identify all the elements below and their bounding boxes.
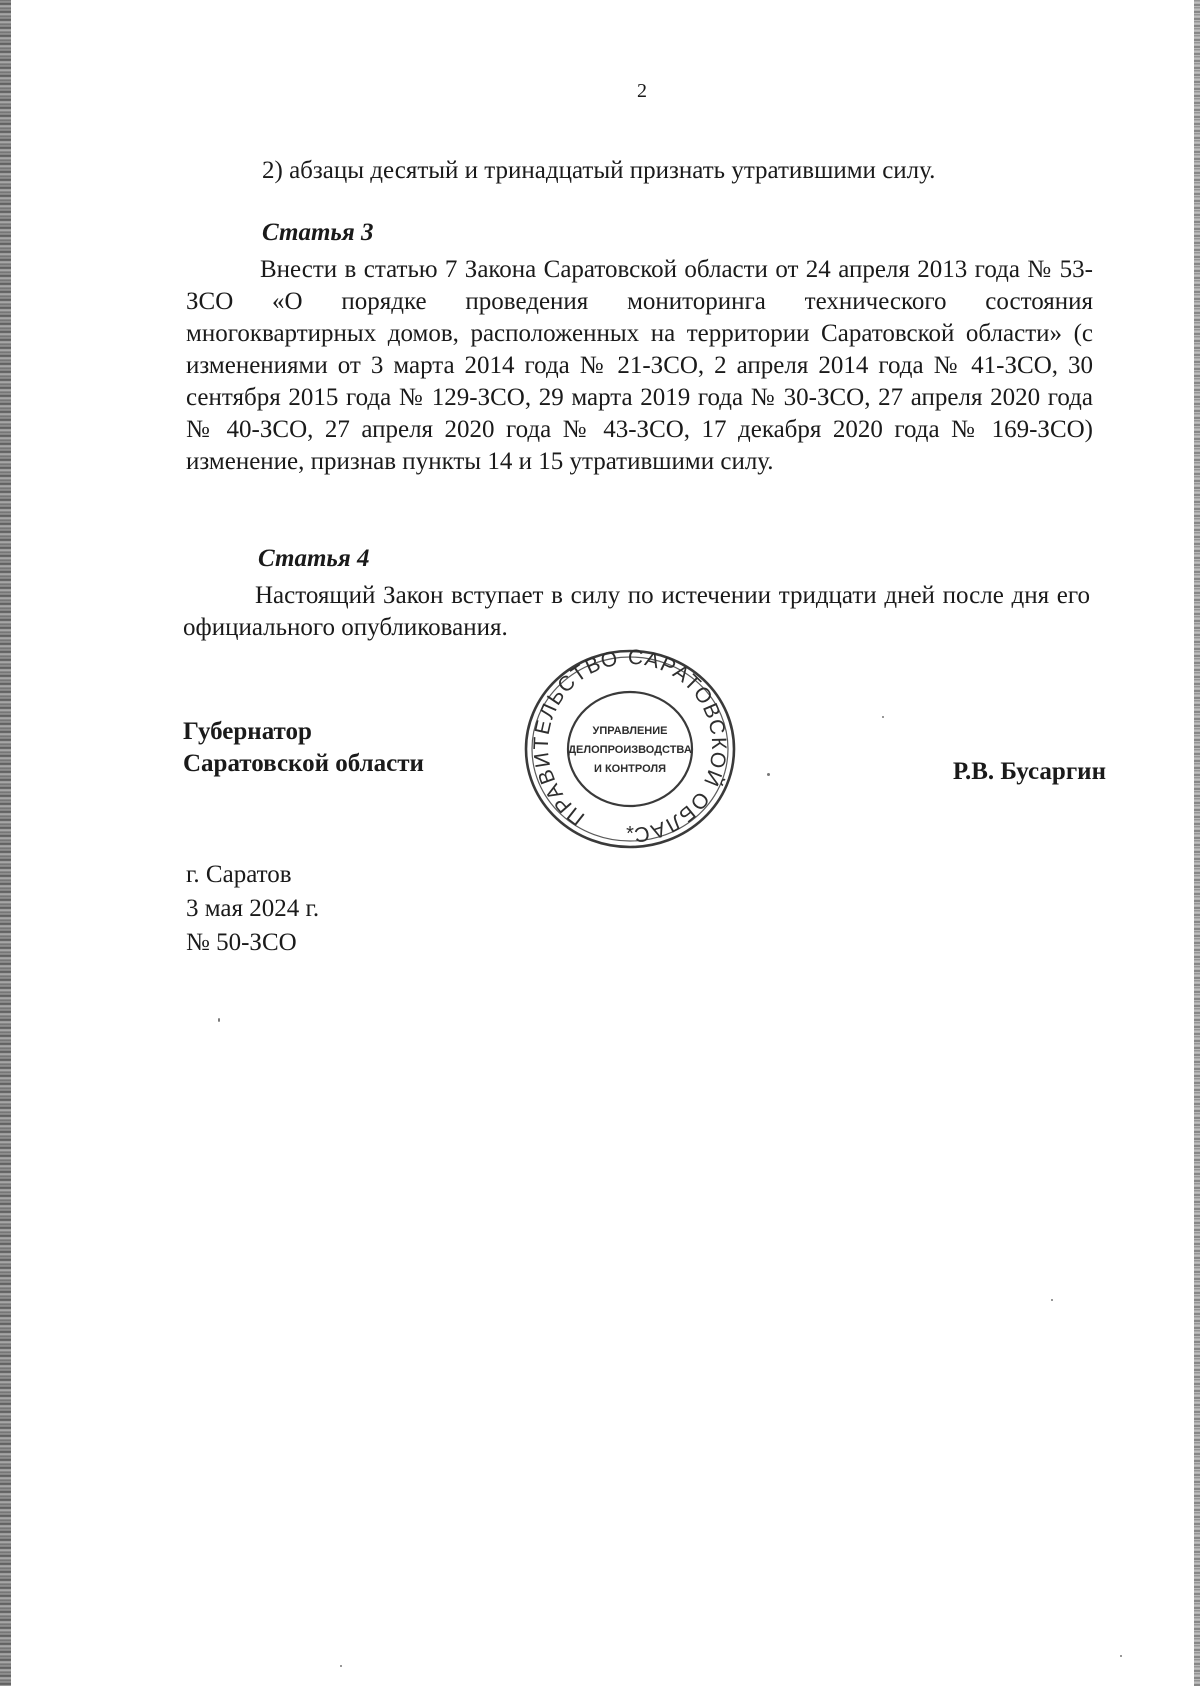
scan-edge-left <box>0 0 11 1686</box>
article-4-text: Настоящий Закон вступает в силу по истечении тридцати дней после дня его официального опубликования. <box>183 582 1090 641</box>
law-date: 3 мая 2024 г. <box>186 895 320 922</box>
signatory-title <box>183 716 424 780</box>
law-city: г. Саратов <box>186 861 292 888</box>
article-3-text: Внести в статью 7 Закона Саратовской области от 24 апреля 2013 года № 53-ЗСО «О порядке проведения мониторинга технического состояния многоквартирных домов, расположенных на территории Саратовской области» (с изменениями от 3 марта 2014 года № 21-ЗСО, 2 апреля 2014 года № 41-ЗСО, 30 сентября 2015 года № 129-ЗСО, 29 марта 2019 года № 30-ЗСО, 27 апреля 2020 года № 40-ЗСО, 27 апреля 2020 года № 43-ЗСО, 17 декабря 2020 года № 169-ЗСО) изменение, признав пункты 14 и 15 утратившими силу. <box>186 256 1093 475</box>
scan-edge-right <box>1194 0 1200 1686</box>
paragraph-item-2: 2) абзацы десятый и тринадцатый признать утратившими силу. <box>262 157 936 184</box>
signatory-title-line1: Губернатор <box>183 718 312 745</box>
signatory-title-line2: Саратовской области <box>183 750 424 777</box>
seal-ring-text: ПРАВИТЕЛЬСТВО САРАТОВСКОЙ ОБЛАС <box>529 648 731 847</box>
seal-star: * <box>626 823 634 845</box>
seal-center-line1: УПРАВЛЕНИЕ <box>592 725 668 737</box>
article-3-heading: Статья 3 <box>262 219 374 246</box>
seal-center-line2: ДЕЛОПРОИЗВОДСТВА <box>568 744 692 756</box>
scan-speck <box>218 1018 220 1022</box>
seal-center-line3: И КОНТРОЛЯ <box>594 763 666 775</box>
article-4-heading: Статья 4 <box>258 545 370 572</box>
scan-speck <box>882 716 884 718</box>
scan-speck <box>340 1665 342 1667</box>
page-number: 2 <box>637 80 647 102</box>
scan-speck <box>767 773 770 776</box>
law-details <box>186 858 319 960</box>
signatory-name: Р.В. Бусаргин <box>952 758 1106 785</box>
law-number: № 50-ЗСО <box>186 929 297 956</box>
scan-speck <box>1051 1299 1053 1301</box>
official-seal <box>520 648 740 858</box>
scan-speck <box>1120 1655 1122 1657</box>
